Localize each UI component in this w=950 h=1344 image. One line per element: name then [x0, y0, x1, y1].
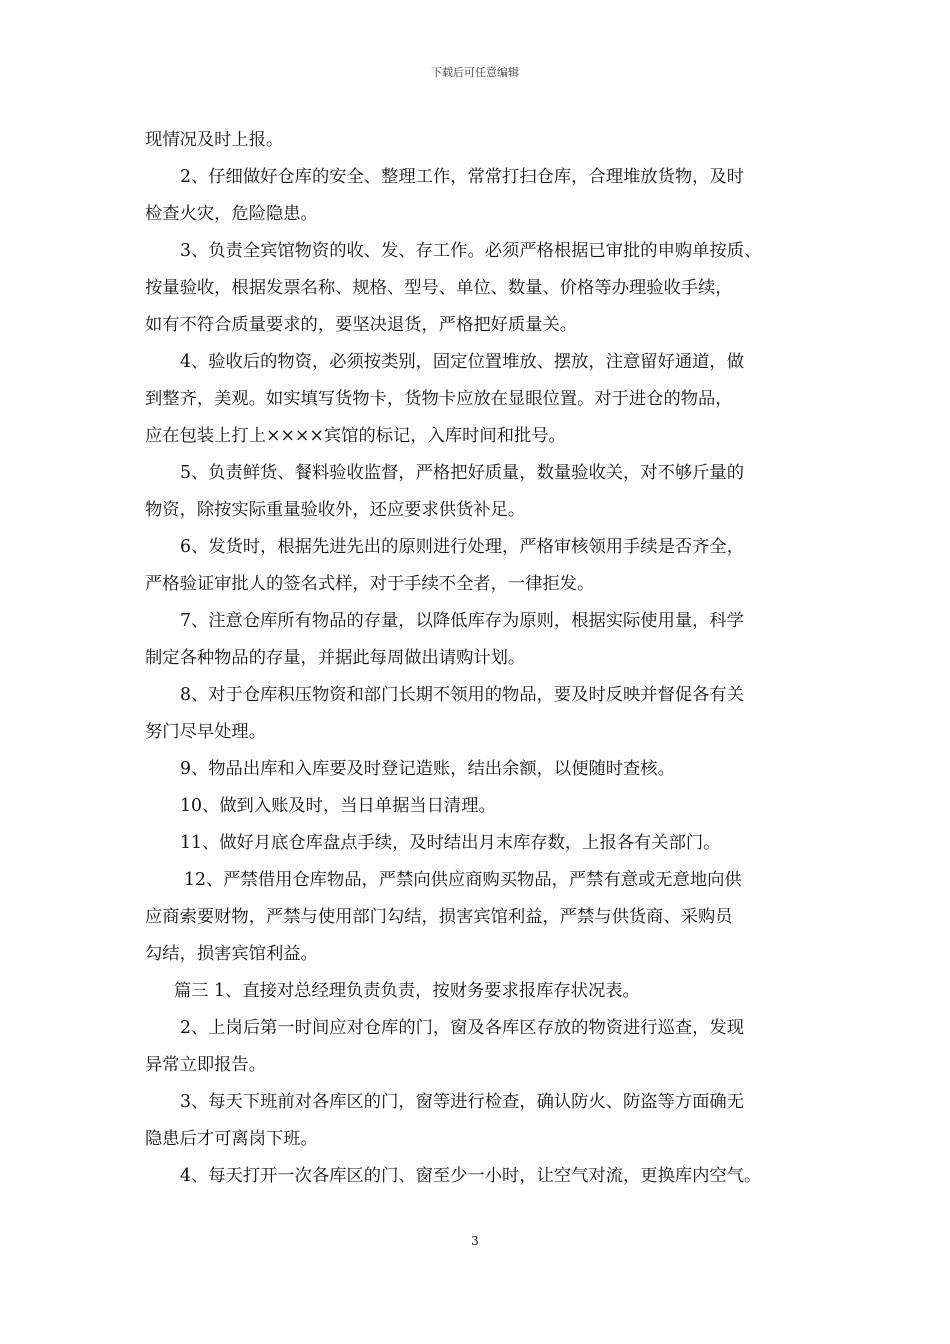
text-line: 现情况及时上报。 [145, 130, 284, 150]
text-line: 12、严禁借用仓库物品，严禁向供应商购买物品，严禁有意或无意地向供 [184, 870, 742, 890]
text-line: 检查火灾，危险隐患。 [145, 204, 318, 224]
text-line: 2、仔细做好仓库的安全、整理工作，常常打扫仓库，合理堆放货物，及时 [180, 167, 744, 187]
document-body [145, 122, 830, 1195]
page-number: 3 [471, 1234, 479, 1248]
text-line: 7、注意仓库所有物品的存量，以降低库存为原则，根据实际使用量，科学 [180, 611, 744, 631]
text-line: 2、上岗后第一时间应对仓库的门，窗及各库区存放的物资进行巡查，发现 [180, 1018, 744, 1038]
text-line: 勾结，损害宾馆利益。 [145, 944, 318, 964]
text-line: 8、对于仓库积压物资和部门长期不领用的物品，要及时反映并督促各有关 [180, 685, 744, 705]
text-line: 6、发货时，根据先进先出的原则进行处理，严格审核领用手续是否齐全， [180, 537, 744, 557]
text-line: 制定各种物品的存量，并据此每周做出请购计划。 [145, 648, 526, 668]
text-line: 应商索要财物，严禁与使用部门勾结，损害宾馆利益，严禁与供货商、采购员 [145, 907, 733, 927]
text-line: 应在包装上打上××××宾馆的标记，入库时间和批号。 [145, 426, 566, 446]
text-line: 5、负责鲜货、餐料验收监督，严格把好质量，数量验收关，对不够斤量的 [180, 463, 744, 483]
text-line: 异常立即报告。 [145, 1055, 266, 1075]
text-line: 3、每天下班前对各库区的门，窗等进行检查，确认防火、防盗等方面确无 [180, 1092, 744, 1112]
text-line: 4、验收后的物资，必须按类别，固定位置堆放、摆放，注意留好通道，做 [180, 352, 744, 372]
text-line: 到整齐，美观。如实填写货物卡，货物卡应放在显眼位置。对于进仓的物品， [145, 389, 733, 409]
text-line: 11、做好月底仓库盘点手续，及时结出月末库存数，上报各有关部门。 [180, 833, 721, 853]
text-line: 3、负责全宾馆物资的收、发、存工作。必须严格根据已审批的申购单按质、 [180, 241, 762, 261]
page-header: 下载后可任意编辑 [431, 66, 519, 79]
text-line: 按量验收，根据发票名称、规格、型号、单位、数量、价格等办理验收手续， [145, 278, 733, 298]
text-line: 4、每天打开一次各库区的门、窗至少一小时，让空气对流，更换库内空气。 [180, 1166, 762, 1186]
text-line: 如有不符合质量要求的，要坚决退货，严格把好质量关。 [145, 315, 578, 335]
text-line: 严格验证审批人的签名式样，对于手续不全者，一律拒发。 [145, 574, 595, 594]
text-line: 9、物品出库和入库要及时登记造账，结出余额，以便随时查核。 [180, 759, 675, 779]
text-line: 10、做到入账及时，当日单据当日清理。 [180, 796, 496, 816]
text-line: 隐患后才可离岗下班。 [145, 1129, 318, 1149]
text-line: 篇三 1、直接对总经理负责负责，按财务要求报库存状况表。 [174, 981, 640, 1001]
text-line: 努门尽早处理。 [145, 722, 266, 742]
text-line: 物资，除按实际重量验收外，还应要求供货补足。 [145, 500, 526, 520]
